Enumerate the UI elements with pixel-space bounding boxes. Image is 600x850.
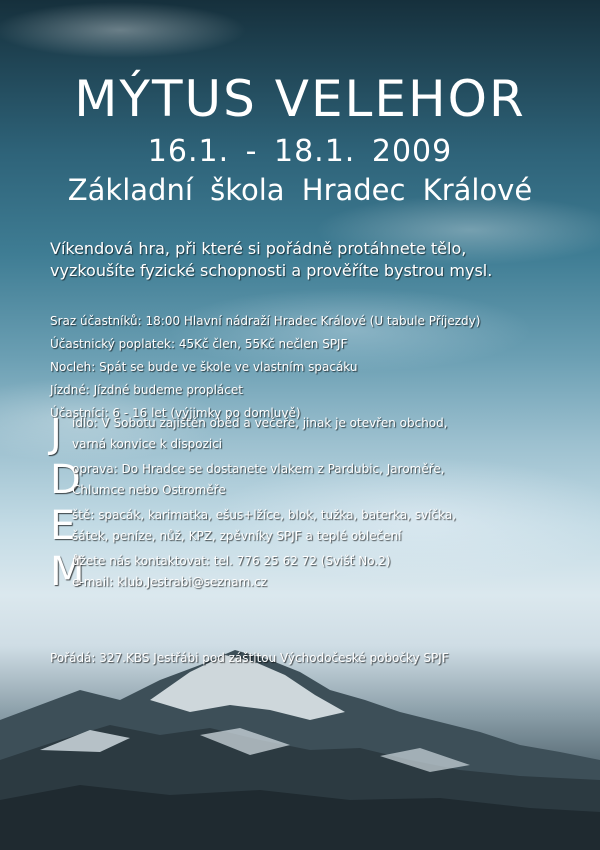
- poster-title: MÝTUS VELEHOR: [74, 70, 526, 128]
- acrostic-letter: M: [50, 549, 85, 595]
- acrostic-text: ště: spacák, karimatka, ešus+lžíce, blok, tužka, baterka, svíčka,: [72, 508, 457, 522]
- detail-participants: Účastníci: 6 - 16 let (výjimky po domluvě): [50, 406, 301, 420]
- contact-email: e-mail: klub.Jestrabi@seznam.cz: [72, 575, 268, 589]
- event-venue: Základní škola Hradec Králové: [67, 173, 533, 207]
- event-dates: 16.1. - 18.1. 2009: [147, 134, 453, 169]
- detail-fare: Jízdné: Jízdné budeme proplácet: [50, 383, 243, 397]
- acrostic-letter: E: [50, 503, 76, 549]
- detail-accommodation: Nocleh: Spát se bude ve škole ve vlastním spacáku: [50, 360, 358, 374]
- description-line: vyzkoušíte fyzické schopnosti a prověříte bystrou mysl.: [50, 261, 493, 280]
- acrostic-text: ídlo: V Sobotu zajištěn oběd a večeře, jinak je otevřen obchod,: [72, 416, 448, 430]
- acrostic-letter: J: [50, 411, 62, 457]
- acrostic-text: varná konvice k dispozici: [72, 437, 223, 451]
- acrostic-text: Chlumce nebo Ostroměře: [72, 483, 226, 497]
- acrostic-text: oprava: Do Hradce se dostanete vlakem z Pardubic, Jaroměře,: [72, 462, 445, 476]
- acrostic-row-contact: [50, 549, 590, 600]
- event-details: [50, 310, 580, 425]
- description-line: Víkendová hra, při které si pořádně protáhnete tělo,: [50, 239, 467, 258]
- acrostic-text: šátek, peníze, nůž, KPZ, zpěvníky SPJF a teplé oblečení: [72, 529, 402, 543]
- detail-meeting-point: Sraz účastníků: 18:00 Hlavní nádraží Hradec Králové (U tabule Příjezdy): [50, 314, 481, 328]
- acrostic-row-transport: [50, 457, 590, 508]
- acrostic-letter: D: [50, 457, 81, 503]
- detail-fee: Účastnický poplatek: 45Kč člen, 55Kč nečlen SPJF: [50, 337, 348, 351]
- acrostic-row-equipment: [50, 503, 590, 554]
- organizer-note: Pořádá: 327.KBS Jestřábi pod záštitou Východočeské pobočky SPJF: [50, 651, 449, 665]
- event-description: [50, 238, 580, 282]
- contact-phone: ůžete nás kontaktovat: tel. 776 25 62 72 (Svišť No.2): [72, 554, 391, 568]
